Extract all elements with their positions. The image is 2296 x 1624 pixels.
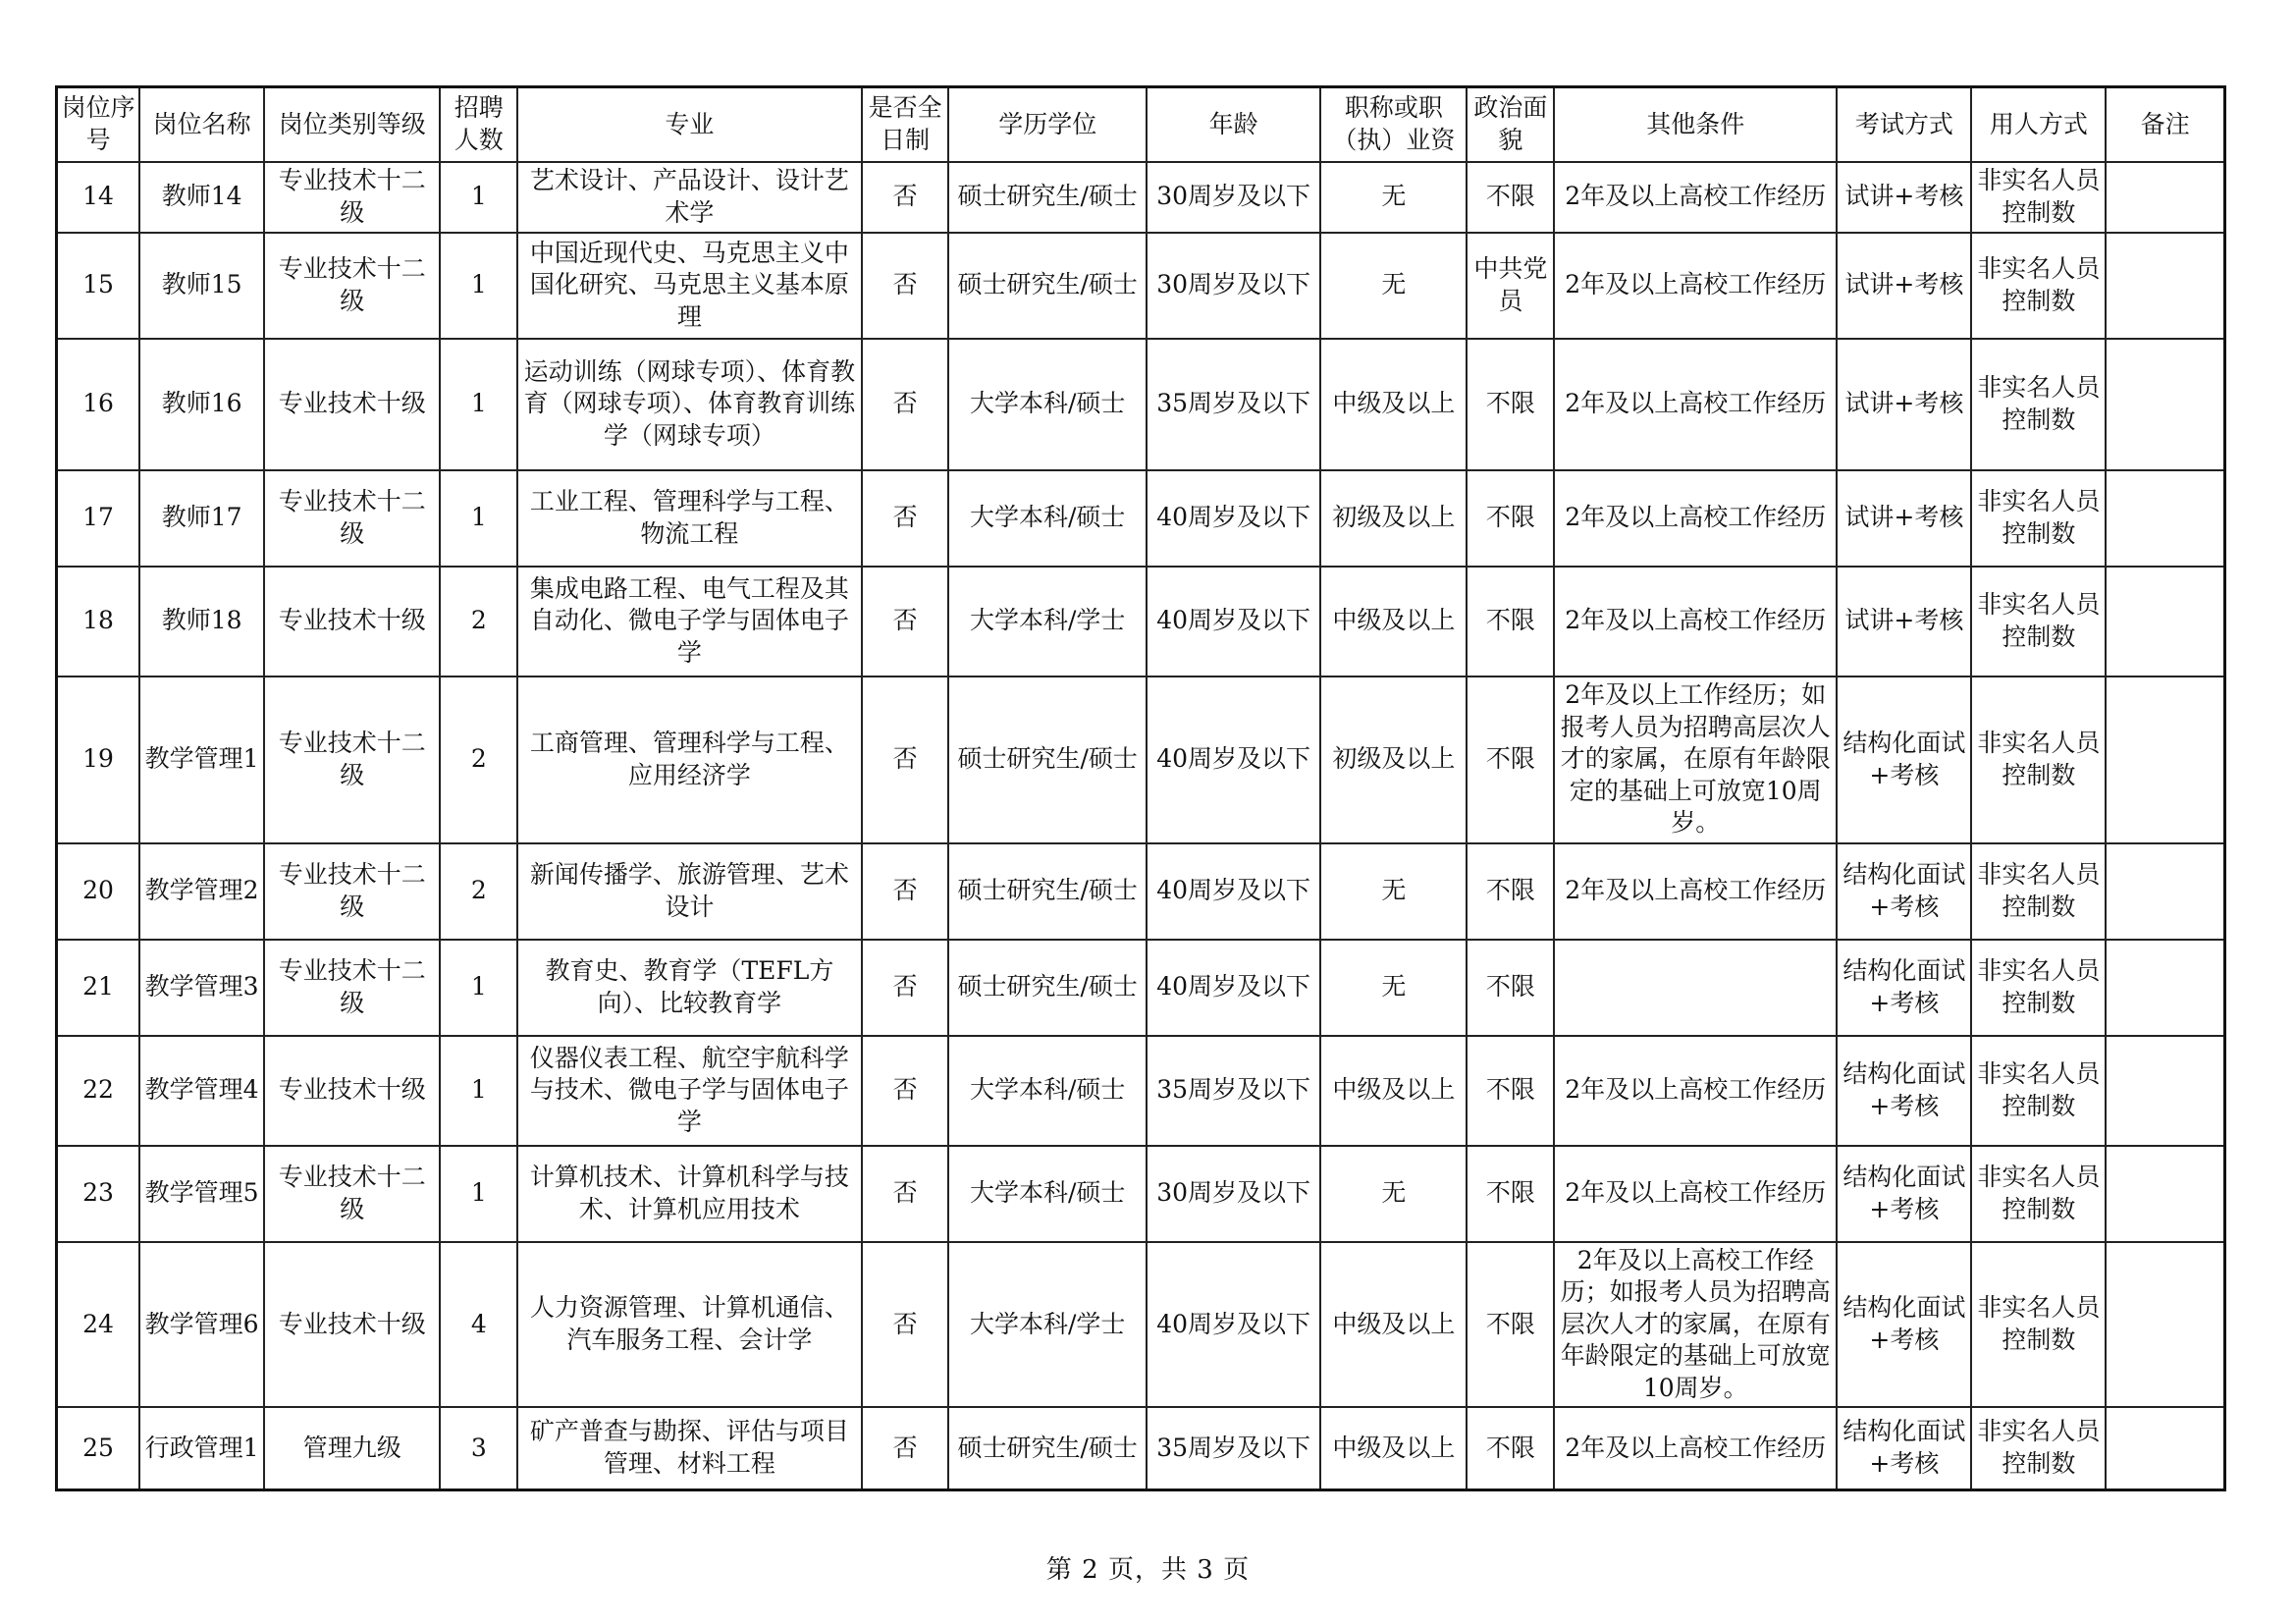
title-cell: 无 xyxy=(1320,162,1467,233)
exam-method-cell: 结构化面试+考核 xyxy=(1837,1146,1971,1242)
degree-cell: 大学本科/学士 xyxy=(948,1242,1147,1408)
exam-method-cell: 结构化面试+考核 xyxy=(1837,843,1971,940)
header-age: 年龄 xyxy=(1147,87,1320,162)
title-cell: 中级及以上 xyxy=(1320,339,1467,470)
other-conditions-cell: 2年及以上高校工作经历 xyxy=(1554,339,1837,470)
exam-method-cell: 试讲+考核 xyxy=(1837,162,1971,233)
full-time-cell: 否 xyxy=(862,1242,949,1408)
age-cell: 40周岁及以下 xyxy=(1147,567,1320,677)
degree-cell: 大学本科/硕士 xyxy=(948,339,1147,470)
age-cell: 40周岁及以下 xyxy=(1147,470,1320,567)
employment-method-cell: 非实名人员控制数 xyxy=(1971,339,2106,470)
category-level-cell: 专业技术十级 xyxy=(264,567,440,677)
remarks-cell xyxy=(2106,1036,2224,1146)
category-level-cell: 专业技术十二级 xyxy=(264,470,440,567)
other-conditions-cell: 2年及以上高校工作经历 xyxy=(1554,1146,1837,1242)
position-name-cell: 教师18 xyxy=(139,567,264,677)
category-level-cell: 专业技术十级 xyxy=(264,1242,440,1408)
headcount-cell: 1 xyxy=(440,1036,517,1146)
header-degree: 学历学位 xyxy=(948,87,1147,162)
table-row xyxy=(57,677,2225,843)
header-major: 专业 xyxy=(517,87,862,162)
exam-method-cell: 结构化面试+考核 xyxy=(1837,1242,1971,1408)
political-status-cell: 不限 xyxy=(1467,470,1554,567)
header-political-status: 政治面貌 xyxy=(1467,87,1554,162)
title-cell: 无 xyxy=(1320,940,1467,1036)
degree-cell: 硕士研究生/硕士 xyxy=(948,940,1147,1036)
employment-method-cell: 非实名人员控制数 xyxy=(1971,1407,2106,1489)
employment-method-cell: 非实名人员控制数 xyxy=(1971,1242,2106,1408)
full-time-cell: 否 xyxy=(862,162,949,233)
degree-cell: 硕士研究生/硕士 xyxy=(948,843,1147,940)
employment-method-cell: 非实名人员控制数 xyxy=(1971,843,2106,940)
table-row xyxy=(57,233,2225,339)
position-name-cell: 教师16 xyxy=(139,339,264,470)
title-cell: 无 xyxy=(1320,233,1467,339)
age-cell: 35周岁及以下 xyxy=(1147,339,1320,470)
header-row xyxy=(57,87,2225,162)
major-cell: 集成电路工程、电气工程及其自动化、微电子学与固体电子学 xyxy=(517,567,862,677)
major-cell: 人力资源管理、计算机通信、汽车服务工程、会计学 xyxy=(517,1242,862,1408)
age-cell: 40周岁及以下 xyxy=(1147,940,1320,1036)
table-row xyxy=(57,567,2225,677)
seq-cell: 24 xyxy=(57,1242,140,1408)
full-time-cell: 否 xyxy=(862,1146,949,1242)
major-cell: 教育史、教育学（TEFL方向）、比较教育学 xyxy=(517,940,862,1036)
seq-cell: 17 xyxy=(57,470,140,567)
political-status-cell: 不限 xyxy=(1467,677,1554,843)
major-cell: 工业工程、管理科学与工程、物流工程 xyxy=(517,470,862,567)
other-conditions-cell: 2年及以上高校工作经历 xyxy=(1554,843,1837,940)
headcount-cell: 1 xyxy=(440,470,517,567)
title-cell: 中级及以上 xyxy=(1320,567,1467,677)
full-time-cell: 否 xyxy=(862,1036,949,1146)
exam-method-cell: 试讲+考核 xyxy=(1837,470,1971,567)
degree-cell: 硕士研究生/硕士 xyxy=(948,162,1147,233)
table-row xyxy=(57,162,2225,233)
table-body xyxy=(57,162,2225,1490)
employment-method-cell: 非实名人员控制数 xyxy=(1971,940,2106,1036)
other-conditions-cell: 2年及以上高校工作经历 xyxy=(1554,1036,1837,1146)
position-name-cell: 教师15 xyxy=(139,233,264,339)
degree-cell: 硕士研究生/硕士 xyxy=(948,1407,1147,1489)
remarks-cell xyxy=(2106,567,2224,677)
position-name-cell: 行政管理1 xyxy=(139,1407,264,1489)
headcount-cell: 1 xyxy=(440,162,517,233)
remarks-cell xyxy=(2106,1146,2224,1242)
title-cell: 初级及以上 xyxy=(1320,677,1467,843)
full-time-cell: 否 xyxy=(862,567,949,677)
seq-cell: 25 xyxy=(57,1407,140,1489)
header-position-name: 岗位名称 xyxy=(139,87,264,162)
category-level-cell: 管理九级 xyxy=(264,1407,440,1489)
table-row xyxy=(57,339,2225,470)
major-cell: 中国近现代史、马克思主义中国化研究、马克思主义基本原理 xyxy=(517,233,862,339)
remarks-cell xyxy=(2106,843,2224,940)
category-level-cell: 专业技术十级 xyxy=(264,1036,440,1146)
page-number: 第 2 页，共 3 页 xyxy=(1045,1555,1251,1585)
seq-cell: 18 xyxy=(57,567,140,677)
degree-cell: 硕士研究生/硕士 xyxy=(948,233,1147,339)
remarks-cell xyxy=(2106,1242,2224,1408)
political-status-cell: 中共党员 xyxy=(1467,233,1554,339)
employment-method-cell: 非实名人员控制数 xyxy=(1971,1146,2106,1242)
category-level-cell: 专业技术十级 xyxy=(264,339,440,470)
seq-cell: 14 xyxy=(57,162,140,233)
position-name-cell: 教学管理4 xyxy=(139,1036,264,1146)
header-employment-method: 用人方式 xyxy=(1971,87,2106,162)
major-cell: 仪器仪表工程、航空宇航科学与技术、微电子学与固体电子学 xyxy=(517,1036,862,1146)
headcount-cell: 1 xyxy=(440,1146,517,1242)
exam-method-cell: 试讲+考核 xyxy=(1837,233,1971,339)
age-cell: 40周岁及以下 xyxy=(1147,1242,1320,1408)
degree-cell: 大学本科/硕士 xyxy=(948,1146,1147,1242)
full-time-cell: 否 xyxy=(862,470,949,567)
major-cell: 运动训练（网球专项）、体育教育（网球专项）、体育教育训练学（网球专项） xyxy=(517,339,862,470)
position-name-cell: 教学管理1 xyxy=(139,677,264,843)
seq-cell: 16 xyxy=(57,339,140,470)
headcount-cell: 1 xyxy=(440,233,517,339)
remarks-cell xyxy=(2106,677,2224,843)
header-headcount: 招聘人数 xyxy=(440,87,517,162)
major-cell: 新闻传播学、旅游管理、艺术设计 xyxy=(517,843,862,940)
age-cell: 30周岁及以下 xyxy=(1147,1146,1320,1242)
other-conditions-cell: 2年及以上高校工作经历 xyxy=(1554,470,1837,567)
exam-method-cell: 结构化面试+考核 xyxy=(1837,1036,1971,1146)
age-cell: 40周岁及以下 xyxy=(1147,843,1320,940)
exam-method-cell: 结构化面试+考核 xyxy=(1837,940,1971,1036)
position-name-cell: 教师14 xyxy=(139,162,264,233)
remarks-cell xyxy=(2106,1407,2224,1489)
age-cell: 35周岁及以下 xyxy=(1147,1407,1320,1489)
political-status-cell: 不限 xyxy=(1467,1242,1554,1408)
position-name-cell: 教学管理6 xyxy=(139,1242,264,1408)
title-cell: 中级及以上 xyxy=(1320,1036,1467,1146)
seq-cell: 20 xyxy=(57,843,140,940)
political-status-cell: 不限 xyxy=(1467,1146,1554,1242)
exam-method-cell: 结构化面试+考核 xyxy=(1837,677,1971,843)
other-conditions-cell: 2年及以上工作经历；如报考人员为招聘高层次人才的家属，在原有年龄限定的基础上可放宽10周岁。 xyxy=(1554,677,1837,843)
header-exam-method: 考试方式 xyxy=(1837,87,1971,162)
full-time-cell: 否 xyxy=(862,1407,949,1489)
header-title-qualification: 职称或职（执）业资 xyxy=(1320,87,1467,162)
degree-cell: 大学本科/硕士 xyxy=(948,470,1147,567)
age-cell: 30周岁及以下 xyxy=(1147,162,1320,233)
position-name-cell: 教学管理2 xyxy=(139,843,264,940)
category-level-cell: 专业技术十二级 xyxy=(264,677,440,843)
remarks-cell xyxy=(2106,339,2224,470)
major-cell: 艺术设计、产品设计、设计艺术学 xyxy=(517,162,862,233)
category-level-cell: 专业技术十二级 xyxy=(264,233,440,339)
degree-cell: 硕士研究生/硕士 xyxy=(948,677,1147,843)
seq-cell: 15 xyxy=(57,233,140,339)
exam-method-cell: 试讲+考核 xyxy=(1837,339,1971,470)
title-cell: 中级及以上 xyxy=(1320,1242,1467,1408)
political-status-cell: 不限 xyxy=(1467,1407,1554,1489)
headcount-cell: 1 xyxy=(440,940,517,1036)
seq-cell: 19 xyxy=(57,677,140,843)
position-name-cell: 教学管理3 xyxy=(139,940,264,1036)
headcount-cell: 2 xyxy=(440,843,517,940)
exam-method-cell: 试讲+考核 xyxy=(1837,567,1971,677)
full-time-cell: 否 xyxy=(862,339,949,470)
recruitment-table xyxy=(55,85,2226,1491)
exam-method-cell: 结构化面试+考核 xyxy=(1837,1407,1971,1489)
degree-cell: 大学本科/学士 xyxy=(948,567,1147,677)
employment-method-cell: 非实名人员控制数 xyxy=(1971,1036,2106,1146)
degree-cell: 大学本科/硕士 xyxy=(948,1036,1147,1146)
table-row xyxy=(57,843,2225,940)
headcount-cell: 1 xyxy=(440,339,517,470)
age-cell: 35周岁及以下 xyxy=(1147,1036,1320,1146)
remarks-cell xyxy=(2106,940,2224,1036)
full-time-cell: 否 xyxy=(862,233,949,339)
seq-cell: 23 xyxy=(57,1146,140,1242)
other-conditions-cell: 2年及以上高校工作经历 xyxy=(1554,162,1837,233)
table-row xyxy=(57,470,2225,567)
other-conditions-cell: 2年及以上高校工作经历 xyxy=(1554,567,1837,677)
header-other-conditions: 其他条件 xyxy=(1554,87,1837,162)
political-status-cell: 不限 xyxy=(1467,162,1554,233)
title-cell: 无 xyxy=(1320,1146,1467,1242)
other-conditions-cell: 2年及以上高校工作经历；如报考人员为招聘高层次人才的家属，在原有年龄限定的基础上可放宽10周岁。 xyxy=(1554,1242,1837,1408)
major-cell: 计算机技术、计算机科学与技术、计算机应用技术 xyxy=(517,1146,862,1242)
title-cell: 无 xyxy=(1320,843,1467,940)
remarks-cell xyxy=(2106,233,2224,339)
full-time-cell: 否 xyxy=(862,843,949,940)
employment-method-cell: 非实名人员控制数 xyxy=(1971,162,2106,233)
table-row xyxy=(57,1146,2225,1242)
category-level-cell: 专业技术十二级 xyxy=(264,162,440,233)
header-category-level: 岗位类别等级 xyxy=(264,87,440,162)
headcount-cell: 2 xyxy=(440,677,517,843)
title-cell: 中级及以上 xyxy=(1320,1407,1467,1489)
header-seq: 岗位序号 xyxy=(57,87,140,162)
remarks-cell xyxy=(2106,470,2224,567)
headcount-cell: 3 xyxy=(440,1407,517,1489)
position-name-cell: 教学管理5 xyxy=(139,1146,264,1242)
header-remarks: 备注 xyxy=(2106,87,2224,162)
major-cell: 矿产普查与勘探、评估与项目管理、材料工程 xyxy=(517,1407,862,1489)
header-full-time: 是否全日制 xyxy=(862,87,949,162)
other-conditions-cell: 2年及以上高校工作经历 xyxy=(1554,233,1837,339)
headcount-cell: 2 xyxy=(440,567,517,677)
major-cell: 工商管理、管理科学与工程、应用经济学 xyxy=(517,677,862,843)
employment-method-cell: 非实名人员控制数 xyxy=(1971,677,2106,843)
table-row xyxy=(57,1407,2225,1489)
category-level-cell: 专业技术十二级 xyxy=(264,843,440,940)
political-status-cell: 不限 xyxy=(1467,940,1554,1036)
other-conditions-cell: 2年及以上高校工作经历 xyxy=(1554,1407,1837,1489)
category-level-cell: 专业技术十二级 xyxy=(264,940,440,1036)
full-time-cell: 否 xyxy=(862,677,949,843)
age-cell: 40周岁及以下 xyxy=(1147,677,1320,843)
table-row xyxy=(57,1242,2225,1408)
political-status-cell: 不限 xyxy=(1467,1036,1554,1146)
remarks-cell xyxy=(2106,162,2224,233)
seq-cell: 22 xyxy=(57,1036,140,1146)
age-cell: 30周岁及以下 xyxy=(1147,233,1320,339)
headcount-cell: 4 xyxy=(440,1242,517,1408)
position-name-cell: 教师17 xyxy=(139,470,264,567)
seq-cell: 21 xyxy=(57,940,140,1036)
title-cell: 初级及以上 xyxy=(1320,470,1467,567)
employment-method-cell: 非实名人员控制数 xyxy=(1971,233,2106,339)
other-conditions-cell xyxy=(1554,940,1837,1036)
table-row xyxy=(57,1036,2225,1146)
political-status-cell: 不限 xyxy=(1467,339,1554,470)
employment-method-cell: 非实名人员控制数 xyxy=(1971,470,2106,567)
table-row xyxy=(57,940,2225,1036)
category-level-cell: 专业技术十二级 xyxy=(264,1146,440,1242)
full-time-cell: 否 xyxy=(862,940,949,1036)
political-status-cell: 不限 xyxy=(1467,567,1554,677)
employment-method-cell: 非实名人员控制数 xyxy=(1971,567,2106,677)
political-status-cell: 不限 xyxy=(1467,843,1554,940)
